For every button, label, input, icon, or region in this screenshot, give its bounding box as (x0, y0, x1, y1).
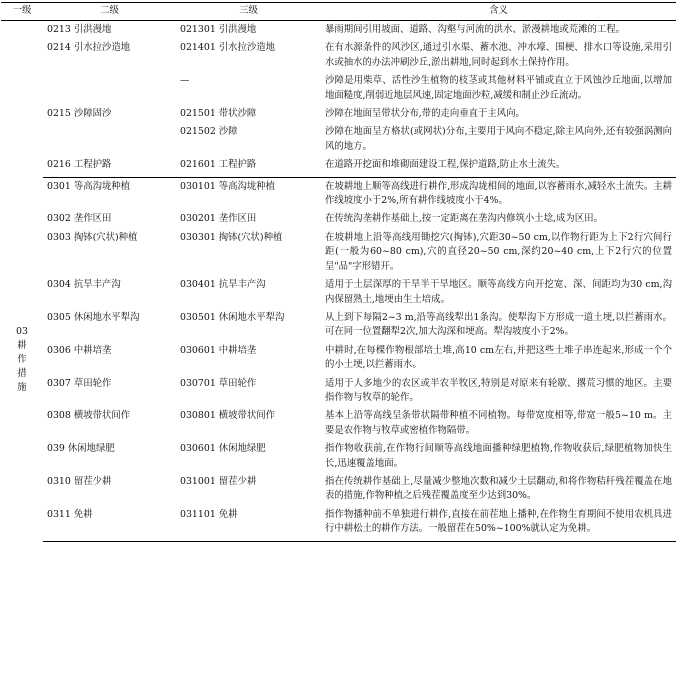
meaning-cell: 在坡耕地上顺等高线进行耕作,形成沟垅相间的地面,以容蓄雨水,减轻水土流失。主耕作线坡度小于2%,所有耕作线坡度小于4%。 (325, 180, 672, 207)
level3-cell: 030601 中耕培垄 (180, 344, 257, 356)
level3-cell: 031101 免耕 (176, 508, 321, 541)
level2-cell: 0303 掏钵(穴状)种植 (47, 231, 138, 243)
meaning-cell: 中耕时,在每棵作物根部培土堆,高10 cm左右,并把这些土堆子串连起来,形成一个个的小土埂,以拦蓄雨水。 (325, 344, 672, 371)
level1-cell (1, 177, 43, 541)
table-row (1, 41, 676, 74)
table-row (1, 409, 676, 442)
meaning-cell: 沙障在地面呈带状分布,带的走向垂直于主风向。 (325, 108, 525, 120)
level3-cell: 030301 掏钵(穴状)种植 (180, 231, 283, 243)
table-row (1, 278, 676, 311)
level2-cell: 0306 中耕培垄 (47, 344, 112, 356)
level3-cell: 030401 抗旱丰产沟 (180, 279, 266, 291)
header-level2: 二级 (43, 3, 176, 21)
level2-cell: 0304 抗旱丰产沟 (47, 279, 121, 291)
level1-cell (1, 21, 43, 178)
level2-cell: 0302 垄作区田 (47, 213, 112, 225)
table-row (1, 442, 676, 475)
meaning-cell: 指作物收获前,在作物行间顺等高线地面播种绿肥植物,作物收获后,绿肥植物加快生长,迅速覆盖地面。 (325, 443, 672, 469)
level3-cell: 030101 等高沟垅种植 (180, 180, 276, 192)
level2-cell: 039 休闲地绿肥 (47, 443, 115, 455)
level3-cell: 021502 沙障 (180, 126, 238, 138)
level2-cell: 0305 休闲地水平犁沟 (47, 311, 140, 323)
level3-cell: 030801 横坡带状间作 (180, 410, 276, 422)
level3-cell: 021301 引洪漫地 (180, 24, 257, 35)
level2-cell: 0310 留茬少耕 (47, 475, 112, 487)
level3-cell: 030701 草田轮作 (180, 377, 257, 389)
level2-cell: 0311 免耕 (43, 508, 176, 541)
meaning-cell: 沙障是用柴草、活性沙生植物的枝茎或其他材料平铺或直立于风蚀沙丘地面,以增加地面糙度,削弱近地层风速,固定地面沙粒,减缓和制止沙丘流动。 (325, 75, 672, 101)
meaning-cell: 从上到下每隔2~3 m,沿等高线犁出1条沟。使犁沟下方形成一道土埂,以拦蓄雨水。可在同一位置翻犁2次,加大沟深和埂高。犁沟坡度小于2%。 (325, 311, 672, 338)
meaning-cell: 基本上沿等高线呈条带状隔带种植不同植物。每带宽度相等,带宽一般5~10 m。主要是农作物与牧草或密植作物隔带。 (325, 410, 672, 436)
table-row (1, 344, 676, 377)
level3-cell: 021501 带状沙障 (180, 108, 257, 120)
meaning-cell: 在传统沟垄耕作基础上,按一定距离在垄沟内修筑小土埝,成为区田。 (325, 213, 603, 225)
table-row (1, 107, 676, 125)
meaning-cell: 在坡耕地上沿等高线用锄挖穴(掏钵),穴距30~50 cm,以作物行距为上下2行穴间行距(一般为60~80 cm),穴的直径20~50 cm,深约20~40 cm,上下2行穴的位置呈"品"字形错开。 (325, 231, 672, 272)
meaning-cell: 在有水源条件的风沙区,通过引水渠、蓄水池、冲水壕、围梗、排水口等设施,采用引水或抽水的办法冲刷沙丘,淤出耕地,同时起到水土保持作用。 (325, 42, 672, 68)
classification-table (1, 2, 676, 542)
meaning-cell: 指在传统耕作基础上,尽量减少整地次数和减少土层翻动,和将作物秸秆残茬覆盖在地表的措施,作物种植之后残茬覆盖度至少达到30%。 (325, 475, 672, 502)
level3-cell: 031001 留茬少耕 (180, 475, 257, 487)
level3-cell: — (180, 75, 190, 87)
table-row (1, 125, 676, 158)
meaning-cell: 在道路开挖面和堆砌面建设工程,保护道路,防止水土流失。 (321, 158, 676, 177)
table-row (1, 177, 676, 212)
table-row (1, 377, 676, 410)
table-row (1, 231, 676, 278)
meaning-cell: 沙障在地面呈方格状(或网状)分布,主要用于风向不稳定,除主风向外,还有较强涡测向风的地方。 (325, 126, 672, 152)
level2-cell (43, 125, 176, 158)
level3-cell: 030601 休闲地绿肥 (180, 443, 266, 455)
table-row (1, 508, 676, 541)
header-level1: 一级 (1, 3, 43, 21)
table-row (1, 475, 676, 508)
table-row (1, 74, 676, 107)
header-level3: 三级 (176, 3, 321, 21)
level3-cell: 021401 引水拉沙造地 (180, 42, 276, 54)
meaning-cell: 指作物播种前不单独进行耕作,直接在前茬地上播种,在作物生育期间不使用农机具进行中耕松土的耕作方法。一般留茬在50%~100%就认定为免耕。 (321, 508, 676, 541)
level2-cell: 0216 工程护路 (43, 158, 176, 177)
level2-cell: 0214 引水拉沙造地 (47, 42, 131, 54)
level2-cell: 0301 等高沟垅种植 (47, 180, 131, 192)
meaning-cell: 适用于土层深厚的干旱半干旱地区。顺等高线方向开挖宽、深、间距均为30 cm,沟内保留熟土,地埂由生土培成。 (325, 279, 672, 305)
table-row (1, 21, 676, 42)
level2-cell: 0308 横坡带状间作 (47, 410, 131, 422)
level2-cell: 0213 引洪漫地 (47, 24, 112, 35)
level3-cell: 030501 休闲地水平犁沟 (180, 311, 285, 323)
table-row (1, 158, 676, 177)
level1-label: 03耕作措施 (16, 325, 28, 393)
table-row (1, 311, 676, 344)
level2-cell (43, 74, 176, 107)
level3-cell: 021601 工程护路 (176, 158, 321, 177)
header-meaning: 含义 (321, 3, 676, 21)
level2-cell: 0215 沙障固沙 (47, 108, 112, 120)
level2-cell: 0307 草田轮作 (47, 377, 112, 389)
table-row (1, 212, 676, 230)
level3-cell: 030201 垄作区田 (180, 213, 257, 225)
meaning-cell: 适用于人多地少的农区或半农半牧区,特别是对原来有轮歇、撂荒习惯的地区。主要指作物与牧草的轮作。 (325, 377, 672, 403)
meaning-cell: 暴雨期间引用坡面、道路、沟壑与河流的洪水、淤漫耕地或荒滩的工程。 (325, 24, 626, 35)
header-row (1, 3, 676, 21)
